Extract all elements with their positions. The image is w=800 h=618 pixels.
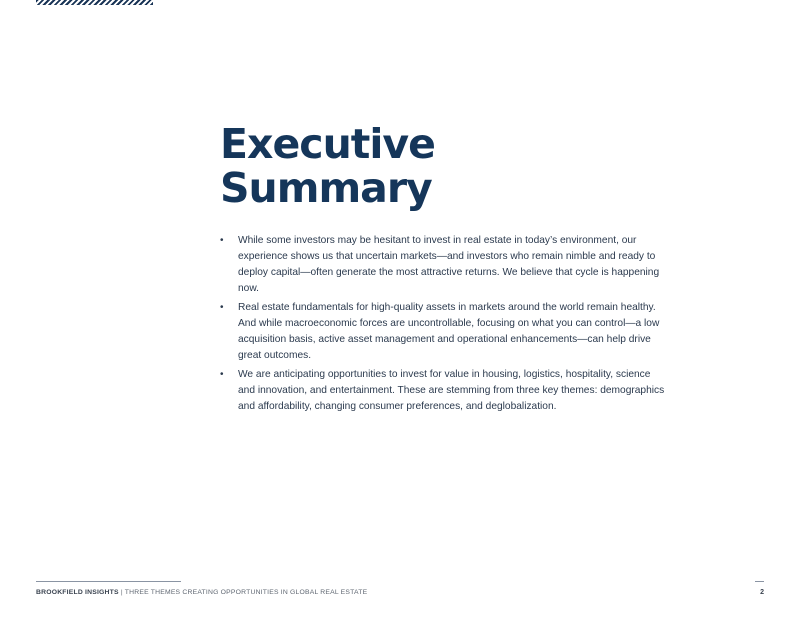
page-title [220, 122, 435, 210]
footer-divider-right [755, 581, 764, 582]
summary-bullet-text: Real estate fundamentals for high-quality assets in markets around the world remain healthy. And while macroeconomic forces are uncontrollable, focusing on what you can control—a low acquisition basis, active asset management and operational enhancements—can help drive great outcomes. [238, 302, 660, 361]
footer-subtitle: THREE THEMES CREATING OPPORTUNITIES IN GLOBAL REAL ESTATE [124, 589, 368, 596]
page-title-line-1: Executive [220, 120, 435, 168]
footer-caption [36, 588, 367, 597]
decorative-hatch-stripe [36, 0, 153, 5]
page-number: 2 [760, 589, 764, 596]
summary-bullet-item [220, 300, 670, 364]
footer-divider-left [36, 581, 181, 582]
footer-brand: BROOKFIELD INSIGHTS [36, 589, 119, 596]
summary-bullet-item [220, 233, 670, 297]
summary-bullet-list [220, 233, 670, 418]
summary-bullet-text: While some investors may be hesitant to invest in real estate in today’s environment, our experience shows us that uncertain markets—and investors who remain nimble and ready to deploy capital—often generate the most attractive returns. We believe that cycle is happening now. [238, 235, 660, 294]
summary-bullet-item [220, 367, 670, 415]
summary-bullet-text: We are anticipating opportunities to invest for value in housing, logistics, hospitality, science and innovation, and entertainment. These are stemming from three key themes: demographics and affordability, changing consumer preferences, and deglobalization. [238, 369, 665, 412]
footer-separator: | [118, 589, 125, 596]
bullet-dot-icon: • [220, 369, 224, 380]
page-title-line-2: Summary [220, 164, 432, 212]
bullet-dot-icon: • [220, 235, 224, 246]
bullet-dot-icon: • [220, 302, 224, 313]
